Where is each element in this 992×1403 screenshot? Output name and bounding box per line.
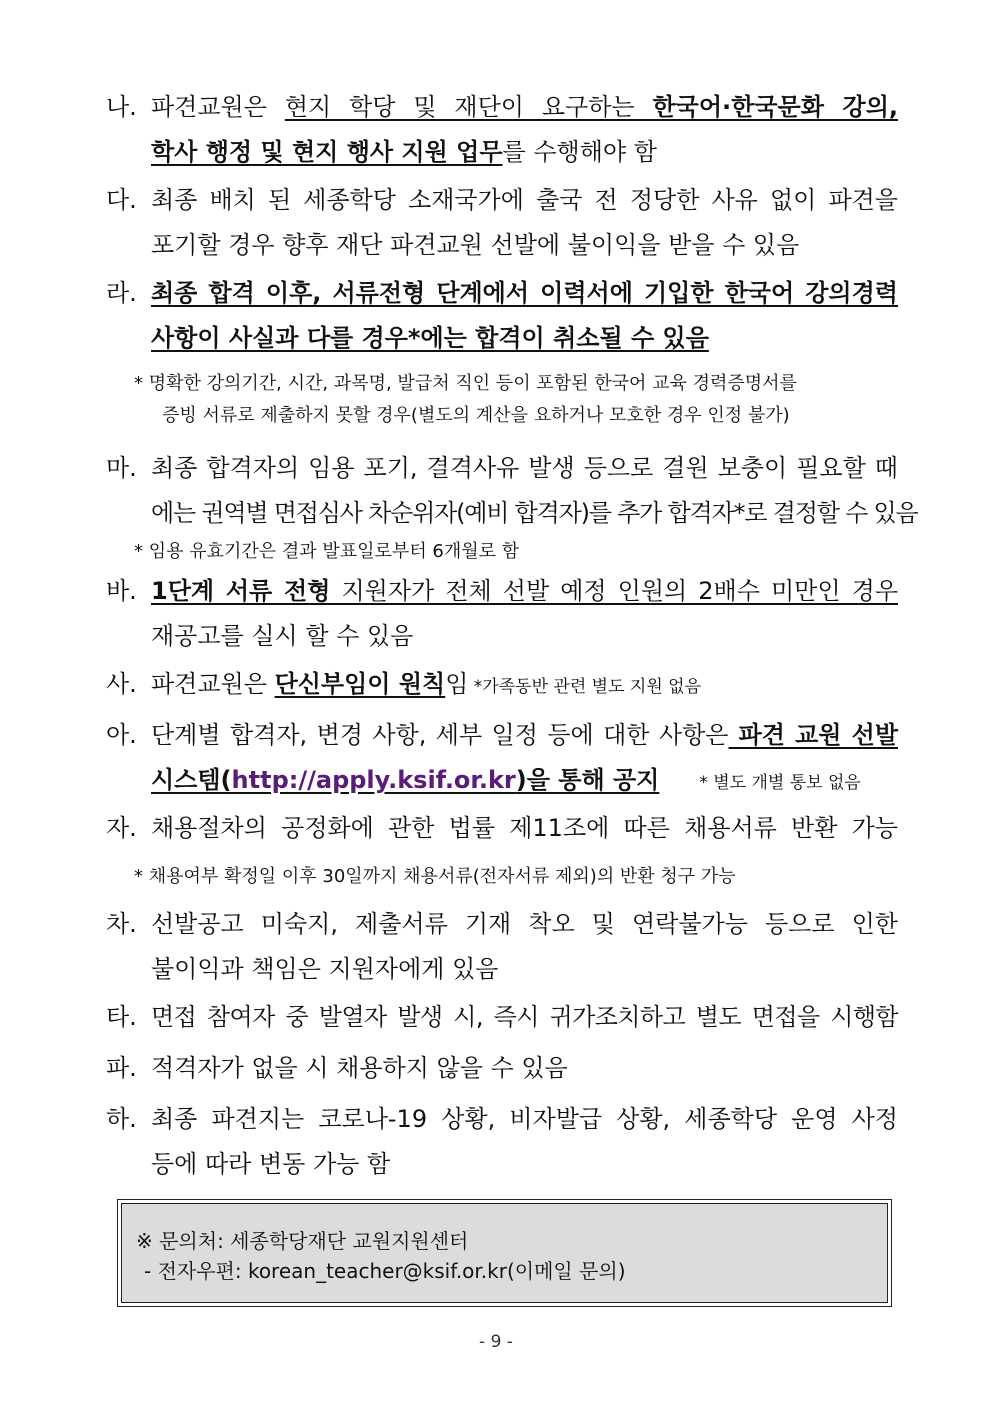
item-ja: 자. 채용절차의 공정화에 관한 법률 제11조에 따른 채용서류 반환 가능 <box>106 814 898 842</box>
item-ma: 마. 최종 합격자의 임용 포기, 결격사유 발생 등으로 결원 보충이 필요할 때 에는 권역별 면접심사 차순위자(예비 합격자)를 추가 합격자*로 결정할 수 있음 <box>106 454 918 527</box>
item-a: 아. 단계별 합격자, 변경 사항, 세부 일정 등에 대한 사항은 파견 교원 선발 시스템(http://apply.ksif.or.kr)을 통해 공지 * 별도 개별 통보 없음 <box>106 721 899 794</box>
item-ha: 하. 최종 파견지는 코로나-19 상황, 비자발급 상황, 세종학당 운영 사정 등에 따라 변동 가능 함 <box>106 1105 898 1178</box>
item-ra: 라. 최종 합격 이후, 서류전형 단계에서 이력서에 기입한 한국어 강의경력 사항이 사실과 다를 경우*에는 합격이 취소될 수 있음 <box>106 279 898 352</box>
contact-email: - 전자우편: korean_teacher@ksif.or.kr(이메일 문의) <box>144 1259 626 1283</box>
contact-title: ※ 문의처: 세종학당재단 교원지원센터 <box>136 1229 469 1253</box>
item-da: 다. 최종 배치 된 세종학당 소재국가에 출국 전 정당한 사유 없이 파견을 포기할 경우 향후 재단 파견교원 선발에 불이익을 받을 수 있음 <box>106 186 898 259</box>
item-pa: 파. 적격자가 없을 시 채용하지 않을 수 있음 <box>106 1054 568 1082</box>
item-ta: 타. 면접 참여자 중 발열자 발생 시, 즉시 귀가조치하고 별도 면접을 시행함 <box>106 1003 898 1031</box>
note-ra: * 명확한 강의기간, 시간, 과목명, 발급처 직인 등이 포함된 한국어 교육 경력증명서를 증빙 서류로 제출하지 못할 경우(별도의 계산을 요하거나 모호한 경우 인정 불가) <box>134 373 797 426</box>
item-ba: 바. 1단계 서류 전형 지원자가 전체 선발 예정 인원의 2배수 미만인 경우 재공고를 실시 할 수 있음 <box>106 577 899 650</box>
contact-box-inner <box>121 1203 888 1303</box>
apply-system-link[interactable]: http://apply.ksif.or.kr <box>231 766 516 794</box>
page-number: - 9 - <box>479 1332 513 1352</box>
item-sa: 사. 파견교원은 단신부임이 원칙임 *가족동반 관련 별도 지원 없음 <box>106 670 701 698</box>
note-ma: * 임용 유효기간은 결과 발표일로부터 6개월로 함 <box>134 541 520 562</box>
item-na: 나. 파견교원은 현지 학당 및 재단이 요구하는 한국어·한국문화 강의, 학사 행정 및 현지 행사 지원 업무를 수행해야 함 <box>106 93 898 166</box>
contact-box <box>117 1199 892 1307</box>
note-ja: * 채용여부 확정일 이후 30일까지 채용서류(전자서류 제외)의 반환 청구 가능 <box>134 866 736 887</box>
item-cha: 차. 선발공고 미숙지, 제출서류 기재 착오 및 연락불가능 등으로 인한 불이익과 책임은 지원자에게 있음 <box>106 910 898 983</box>
